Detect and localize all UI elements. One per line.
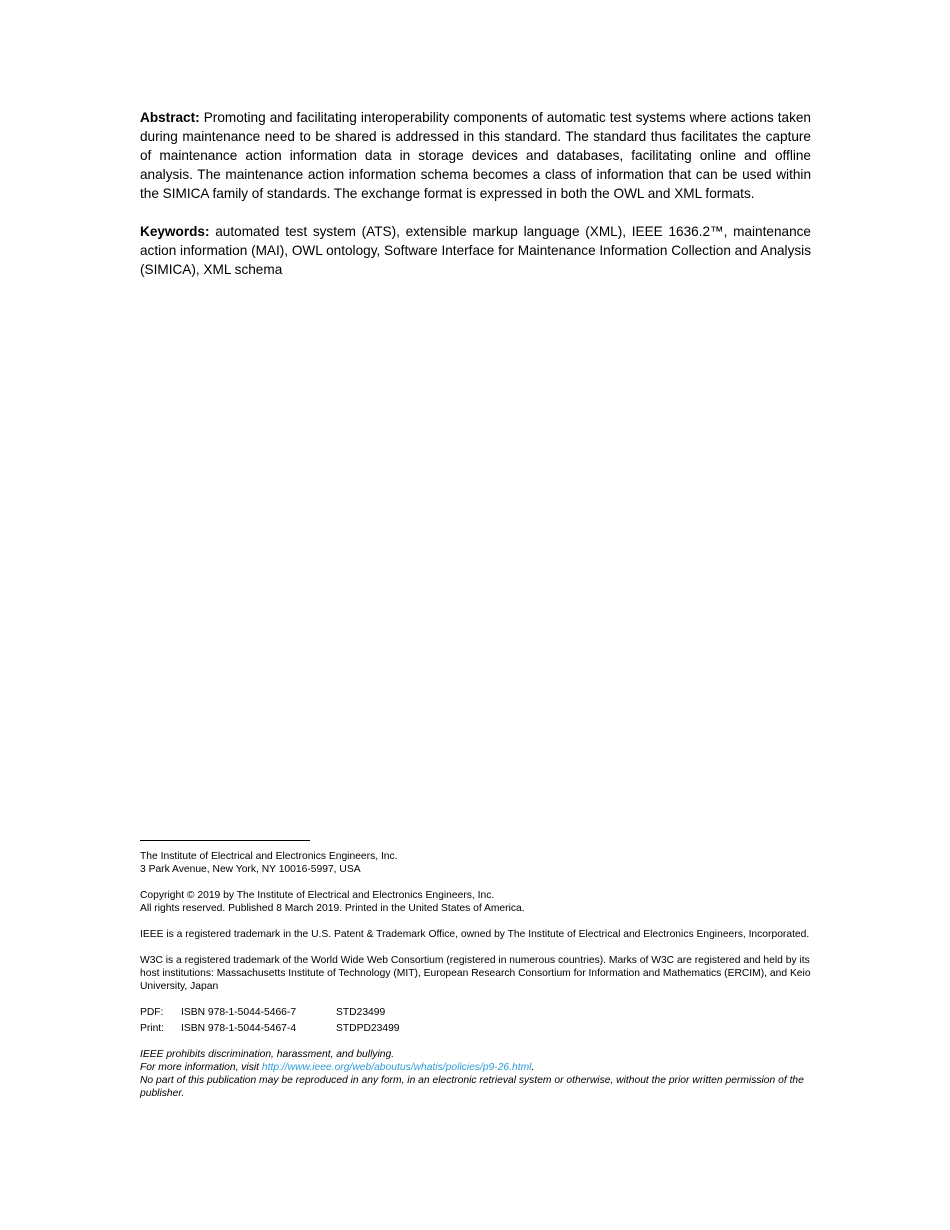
more-information-suffix: .	[531, 1062, 535, 1073]
isbn-number: ISBN 978-1-5044-5467-4	[181, 1023, 297, 1034]
isbn-number: ISBN 978-1-5044-5466-7	[181, 1007, 297, 1018]
isbn-product-code: STD23499	[336, 1007, 386, 1018]
keywords-label: Keywords:	[140, 224, 210, 239]
keywords-text: automated test system (ATS), extensible markup language (XML), IEEE 1636.2™, maintenance action information (MAI), OWL ontology, Software Interface for Maintenance Information Collection and Analysis (SIMICA), XML schema	[140, 224, 811, 277]
ieee-trademark-text: IEEE is a registered trademark in the U.S. Patent & Trademark Office, owned by The Institute of Electrical and Electronics Engineers, Incorporated.	[140, 929, 810, 940]
abstract-text: Promoting and facilitating interoperability components of automatic test systems where actions taken during maintenance need to be shared is addressed in this standard. The standard thus facilitates the capture of maintenance action information data in storage devices and databases, facilitating online and offline analysis. The maintenance action information schema becomes a class of information that can be used within the SIMICA family of standards. The exchange format is expressed in both the OWL and XML formats.	[140, 110, 811, 201]
ieee-policies-link[interactable]: http://www.ieee.org/web/aboutus/whatis/policies/p9-26.html	[261, 1062, 532, 1073]
more-information-line	[140, 1061, 812, 1074]
ieee-trademark-notice	[140, 928, 812, 941]
copyright-line: Copyright © 2019 by The Institute of Electrical and Electronics Engineers, Inc.	[140, 890, 495, 901]
abstract-label: Abstract:	[140, 110, 200, 125]
abstract-paragraph	[140, 108, 811, 203]
anti-harassment-line: IEEE prohibits discrimination, harassment, and bullying.	[140, 1049, 395, 1060]
keywords-paragraph	[140, 222, 811, 279]
w3c-trademark-notice	[140, 954, 812, 993]
footnote-separator-rule	[140, 840, 310, 841]
publisher-address	[140, 850, 812, 876]
reproduction-restriction-text: No part of this publication may be reproduced in any form, in an electronic retrieval system or otherwise, without the prior written permission of the publisher.	[140, 1075, 804, 1099]
legal-notice	[140, 1048, 812, 1100]
isbn-format-label: PDF:	[140, 1007, 164, 1018]
isbn-format-label: Print:	[140, 1023, 165, 1034]
publisher-name: The Institute of Electrical and Electronics Engineers, Inc.	[140, 851, 398, 862]
isbn-row-print	[140, 1022, 812, 1035]
publisher-street-address: 3 Park Avenue, New York, NY 10016-5997, USA	[140, 864, 361, 875]
isbn-row-pdf	[140, 1006, 812, 1019]
copyright-notice	[140, 889, 812, 915]
isbn-product-code: STDPD23499	[336, 1023, 400, 1034]
more-information-prefix: For more information, visit	[140, 1062, 262, 1073]
footnote-block	[140, 840, 812, 1100]
w3c-trademark-text: W3C is a registered trademark of the World Wide Web Consortium (registered in numerous countries). Marks of W3C are registered and held by its host institutions: Massachusetts Institute of Technology (MIT), European Research Consortium for Information and Mathematics (ERCIM), and Keio University, Japan	[140, 955, 811, 992]
isbn-table	[140, 1006, 812, 1035]
front-matter-content	[140, 108, 811, 298]
rights-reserved-line: All rights reserved. Published 8 March 2019. Printed in the United States of America.	[140, 903, 525, 914]
